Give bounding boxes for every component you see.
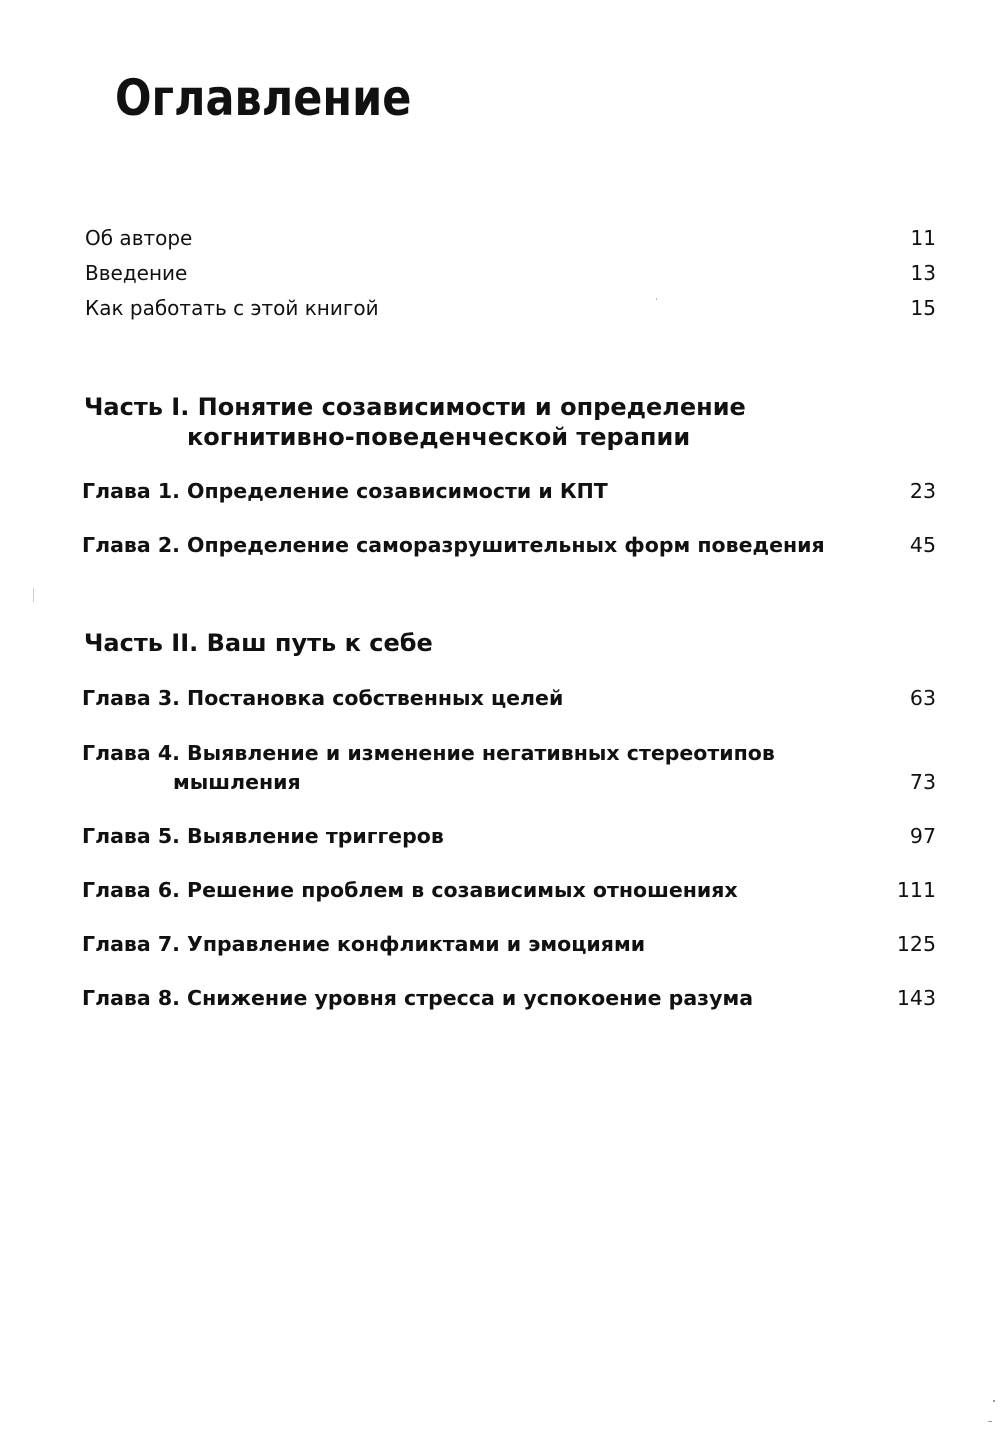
chapter-title: Глава 6. Решение проблем в созависимых отношениях — [82, 878, 738, 902]
page-title: Оглавление — [115, 69, 412, 127]
toc-page-number: 11 — [910, 226, 936, 250]
chapter-title: Глава 2. Определение саморазрушительных форм поведения — [82, 533, 825, 557]
toc-page-number: 23 — [909, 479, 936, 503]
scan-artifact — [993, 1400, 995, 1402]
scan-artifact — [33, 588, 34, 602]
chapter-title: Глава 5. Выявление триггеров — [82, 824, 444, 848]
toc-page-number: 45 — [909, 533, 936, 557]
toc-entry-chapter-2[interactable] — [82, 531, 940, 560]
part-heading-2 — [84, 628, 433, 658]
toc-entry-introduction[interactable] — [85, 259, 940, 287]
toc-page-number: 63 — [909, 686, 936, 710]
toc-page-number: 125 — [896, 932, 936, 956]
toc-entry-chapter-3[interactable] — [82, 684, 940, 713]
toc-entry-chapter-6[interactable] — [82, 876, 940, 905]
toc-entry-label: Об авторе — [85, 226, 193, 250]
toc-entry-chapter-8[interactable] — [82, 984, 940, 1013]
toc-page-number: 73 — [909, 770, 936, 794]
chapter-title-continuation: мышления — [173, 770, 301, 794]
toc-entry-how-to-use[interactable] — [85, 294, 940, 322]
chapter-title: Глава 1. Определение созависимости и КПТ — [82, 479, 608, 503]
toc-entry-chapter-5[interactable] — [82, 822, 940, 851]
chapter-title: Глава 3. Постановка собственных целей — [82, 686, 564, 710]
part-title-line: Часть II. Ваш путь к себе — [84, 629, 433, 657]
toc-page-number: 143 — [896, 986, 936, 1010]
chapter-title: Глава 8. Снижение уровня стресса и успокоение разума — [82, 986, 754, 1010]
scan-artifact — [988, 1421, 992, 1422]
toc-page-number: 111 — [896, 878, 936, 902]
toc-page-number: 15 — [910, 296, 936, 320]
toc-entry-chapter-1[interactable] — [82, 477, 940, 506]
part-title-line: Часть I. Понятие созависимости и определение — [84, 393, 746, 421]
chapter-title: Глава 7. Управление конфликтами и эмоциями — [82, 932, 646, 956]
toc-entry-label: Как работать с этой книгой — [85, 296, 379, 320]
toc-page-number: 97 — [909, 824, 936, 848]
toc-page-number: 13 — [910, 261, 936, 285]
toc-entry-chapter-4[interactable] — [82, 739, 940, 797]
scan-artifact — [656, 298, 657, 300]
toc-entry-about-author[interactable] — [85, 224, 940, 252]
toc-entry-chapter-7[interactable] — [82, 930, 940, 959]
toc-entry-label: Введение — [85, 261, 188, 285]
part-heading-1 — [84, 392, 746, 452]
part-title-line: когнитивно-поведенческой терапии — [187, 423, 691, 451]
chapter-title: Глава 4. Выявление и изменение негативных стереотипов — [82, 741, 775, 765]
